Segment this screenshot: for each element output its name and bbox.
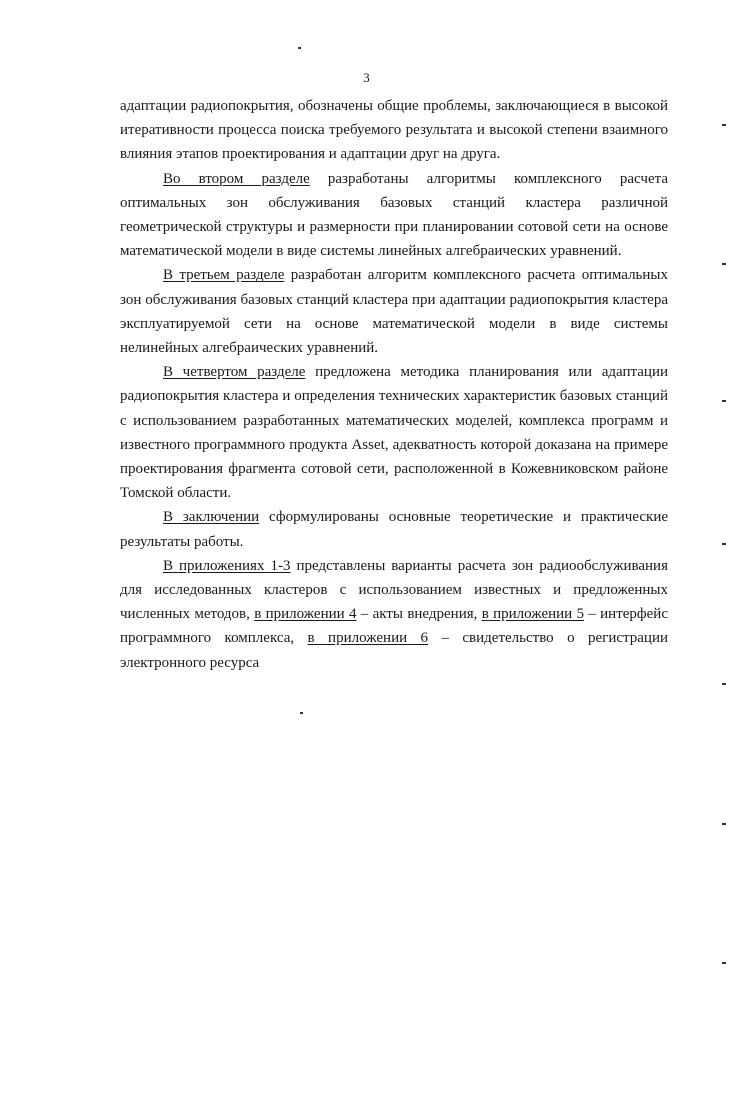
appendix-5-reference: в приложении 5 [481,606,585,623]
scan-speck [722,263,726,265]
paragraph-text: разработан алгоритм комплексного расчета оптимальных зон обслуживания базовых станций кластера при адаптации радиопокрытия кластера эксплуатируемой сети на основе математической модели в виде системы нелинейных алгебраических уравнений. [120,267,668,357]
conclusion-heading: В заключении [163,509,260,526]
appendix-6-reference: в приложении 6 [307,630,429,647]
paragraph-conclusion [120,505,668,553]
scan-speck [722,823,726,825]
scan-speck [298,47,301,49]
section-2-heading: Во втором разделе [163,170,310,187]
paragraph-text: – акты внедрения, [356,606,482,623]
body-text [120,94,668,675]
page-number: 3 [363,70,370,85]
appendices-heading: В приложениях 1-3 [163,557,291,574]
scan-speck [722,400,726,402]
section-3-heading: В третьем разделе [163,267,285,284]
paragraph-text: – свидетельство о регистрации электронного ресурса [120,630,668,671]
scan-speck [722,543,726,545]
paragraph-section-3 [120,263,668,360]
paragraph-appendices [120,554,668,675]
paragraph-text: адаптации радиопокрытия, обозначены общие проблемы, заключающиеся в высокой итеративности процесса поиска требуемого результата и высокой степени взаимного влияния этапов проектирования и адаптации друг на друга. [120,98,668,163]
scan-speck [722,124,726,126]
appendix-4-reference: в приложении 4 [254,606,357,623]
paragraph-intro-continuation [120,94,668,167]
paragraph-text: – интерфейс программного комплекса, [120,606,668,647]
paragraph-section-2 [120,167,668,264]
paragraph-text: предложена методика планирования или адаптации радиопокрытия кластера и определения технических характеристик базовых станций с использованием разработанных математических моделей, комплекса программ и известного программного продукта Asset, адекватность которой доказана на примере проектирования фрагмента сотовой сети, расположенной в Кожевниковском районе Томской области. [120,364,668,502]
scan-speck [722,683,726,685]
paragraph-text: разработаны алгоритмы комплексного расчета оптимальных зон обслуживания базовых станций кластера различной геометрической структуры и размерности при планировании сотовой сети на основе математической модели в виде системы линейных алгебраических уравнений. [120,170,669,260]
scan-speck [722,962,726,964]
paragraph-text: сформулированы основные теоретические и практические результаты работы. [120,509,668,550]
scan-speck [300,712,303,714]
paragraph-text: представлены варианты расчета зон радиообслуживания для исследованных кластеров с использованием известных и предложенных численных методов, [120,557,668,623]
section-4-heading: В четвертом разделе [163,364,306,381]
paragraph-section-4 [120,360,668,505]
